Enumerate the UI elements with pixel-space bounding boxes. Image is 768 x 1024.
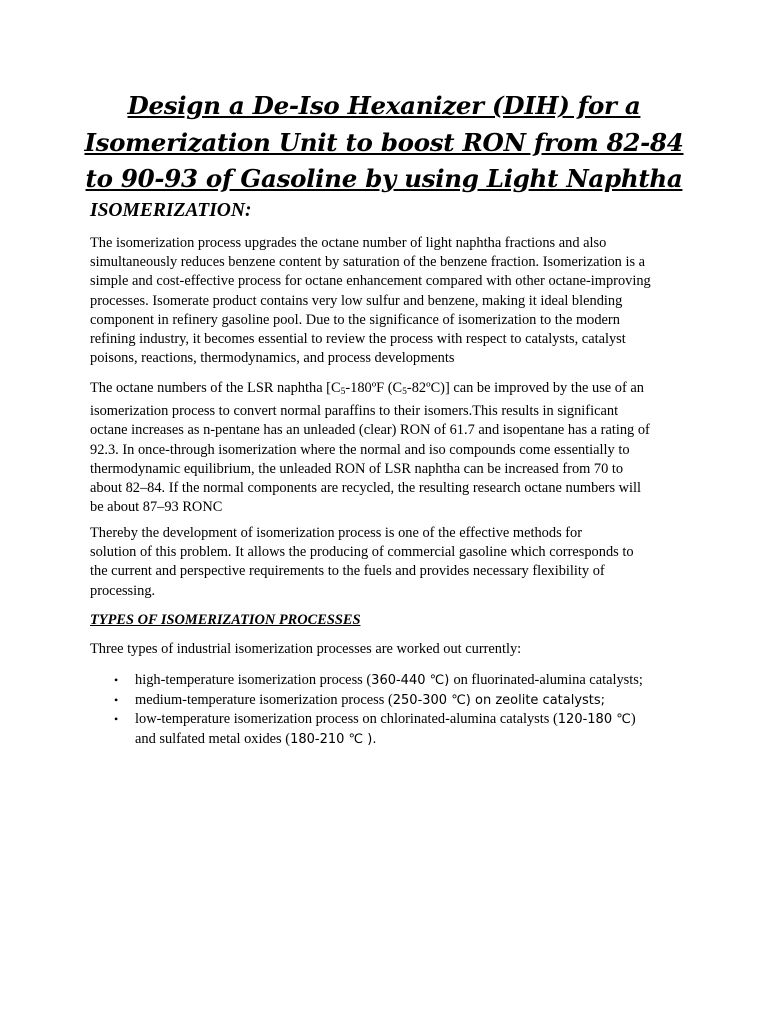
temperature-range: 360-440 ℃)	[371, 673, 454, 688]
text-line: about 82–84. If the normal components are recycled, the resulting research octane numbers will	[90, 480, 642, 497]
bullet-icon: •	[114, 712, 119, 727]
list-item	[90, 691, 710, 711]
text-line: simple and cost-effective process for octane enhancement compared with other octane-improving	[90, 273, 651, 290]
text-line: be about 87–93 RONC	[90, 499, 223, 516]
title-line: Isomerization Unit to boost RON from 82-84	[84, 127, 684, 157]
document-title	[60, 88, 708, 198]
text-fragment: high-temperature isomerization process (	[135, 672, 372, 688]
text-fragment: -82ºC)] can be improved by the use of an	[406, 380, 644, 396]
temperature-range: 180-210 ℃	[290, 732, 368, 748]
bullet-icon: •	[114, 692, 119, 707]
subscript: 5	[340, 387, 346, 397]
temperature-range: 120-180 ℃	[557, 712, 631, 728]
text-line: simultaneously reduces benzene content by saturation of the benzene fraction. Isomerization is a	[90, 254, 646, 271]
subscript: 5	[402, 387, 407, 397]
text-line: the current and perspective requirements to the fuels and provides necessary flexibility of	[90, 563, 605, 580]
text-fragment: medium-temperature isomerization process (	[135, 691, 393, 708]
text-line: Three types of industrial isomerization processes are worked out currently:	[90, 641, 522, 657]
text-line: The isomerization process upgrades the octane number of light naphtha fractions and also	[90, 235, 607, 251]
paragraph-isomerization-intro	[90, 234, 690, 368]
text-line: processing.	[90, 582, 156, 599]
paragraph-octane-numbers	[90, 379, 690, 517]
isomerization-types-list	[90, 671, 710, 750]
text-line: solution of this problem. It allows the producing of commercial gasoline which corresponds to	[90, 544, 634, 561]
title-line: Design a De-Iso Hexanizer (DIH) for a	[127, 91, 641, 120]
title-line: to 90-93 of Gasoline by using Light Naphtha	[85, 164, 683, 193]
list-item	[90, 710, 710, 749]
types-intro	[90, 640, 690, 659]
text-line: thermodynamic equilibrium, the unleaded RON of LSR naphtha can be increased from 70 to	[90, 460, 624, 477]
text-fragment: )	[630, 711, 636, 728]
list-item	[90, 671, 710, 691]
text-fragment: The octane numbers of the LSR naphtha [C	[90, 380, 341, 396]
temperature-range: 250-300 ℃) on zeolite catalysts;	[392, 692, 606, 708]
text-fragment: ).	[367, 732, 377, 748]
text-line: poisons, reactions, thermodynamics, and process developments	[90, 350, 455, 367]
bullet-icon: •	[114, 673, 119, 687]
text-fragment: -180ºF (C	[345, 380, 403, 396]
types-subheading: TYPES OF ISOMERIZATION PROCESSES	[90, 612, 361, 628]
section-heading: ISOMERIZATION:	[90, 200, 252, 221]
text-line: isomerization process to convert normal paraffins to their isomers.This results in significant	[90, 403, 619, 420]
text-line: processes. Isomerate product contains very low sulfur and benzene, making it ideal blending	[90, 292, 623, 309]
text-fragment: on fluorinated-alumina catalysts;	[453, 672, 643, 688]
paragraph-development	[90, 524, 690, 601]
text-line: 92.3. In once-through isomerization where the normal and iso compounds come essentially to	[90, 441, 630, 458]
text-fragment: low-temperature isomerization process on chlorinated-alumina catalysts (	[135, 711, 558, 728]
text-line: Thereby the development of isomerization process is one of the effective methods for	[90, 525, 583, 541]
text-line: refining industry, it becomes essential to review the process with respect to catalysts, catalyst	[90, 331, 626, 348]
text-line	[90, 379, 690, 402]
text-line: octane increases as n-pentane has an unleaded (clear) RON of 61.7 and isopentane has a rating of	[90, 422, 650, 439]
text-fragment: and sulfated metal oxides (	[135, 731, 291, 748]
text-line: component in refinery gasoline pool. Due to the significance of isomerization to the modern	[90, 311, 620, 328]
